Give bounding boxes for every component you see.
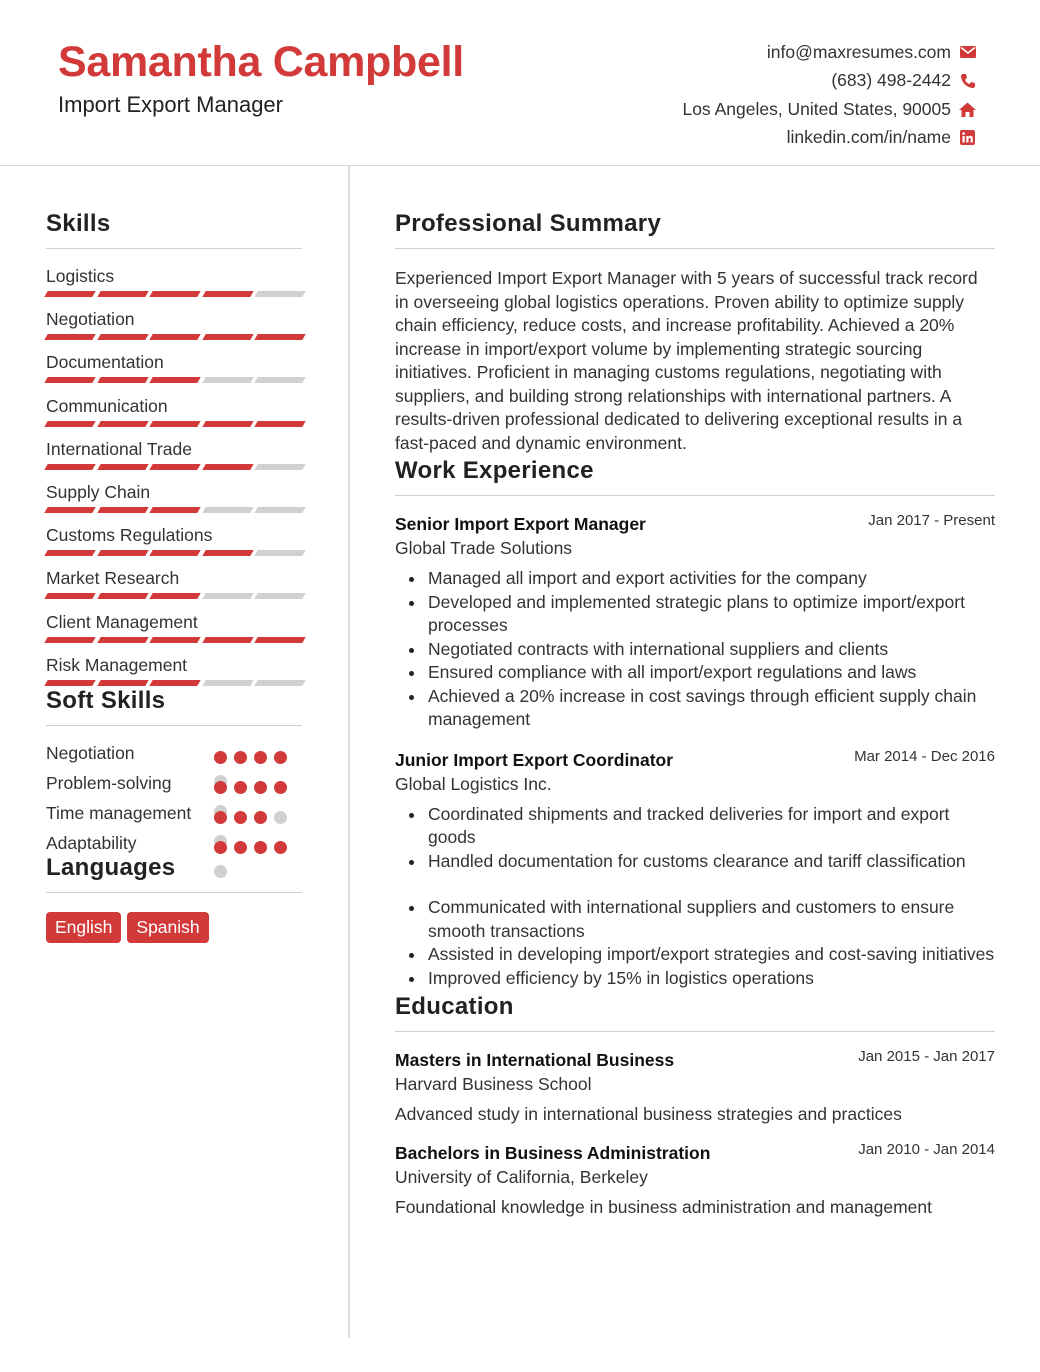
- phone-icon: [959, 72, 976, 89]
- contact-email-text: info@maxresumes.com: [766, 41, 951, 62]
- skill-item: [46, 646, 302, 689]
- job-title: Junior Import Export Coordinator: [395, 749, 674, 770]
- skill-level-bar: [46, 507, 304, 513]
- soft-skill-name: Problem-solving: [46, 772, 172, 793]
- education-school: University of California, Berkeley: [395, 1167, 648, 1187]
- skill-level-segment-filled: [97, 464, 148, 470]
- skill-level-segment-empty: [255, 377, 306, 383]
- skill-level-segment-filled: [44, 334, 95, 340]
- rating-dot-filled: [254, 841, 267, 854]
- education-description: Advanced study in international business strategies and practices: [395, 1104, 902, 1124]
- education-entry: [395, 1143, 995, 1218]
- skill-level-segment-filled: [149, 291, 200, 297]
- candidate-title: Import Export Manager: [58, 92, 283, 117]
- skill-level-segment-filled: [202, 334, 253, 340]
- contact-email[interactable]: [682, 38, 976, 67]
- job-bullet: Managed all import and export activities for the company: [395, 567, 995, 591]
- skill-level-segment-empty: [202, 680, 253, 686]
- skill-level-bar: [46, 637, 304, 643]
- education-rule: [395, 1031, 995, 1032]
- soft-skill-name: Adaptability: [46, 832, 137, 853]
- skill-level-segment-filled: [149, 637, 200, 643]
- skill-level-bar: [46, 421, 304, 427]
- skill-level-segment-filled: [202, 464, 253, 470]
- right-column: [395, 210, 995, 1218]
- soft-skill-name: Time management: [46, 802, 192, 823]
- envelope-icon: [959, 44, 976, 61]
- skill-level-bar: [46, 550, 304, 556]
- skill-level-bar: [46, 291, 304, 297]
- skill-level-segment-filled: [149, 421, 200, 427]
- skill-level-segment-filled: [44, 593, 95, 599]
- linkedin-icon: [959, 129, 976, 146]
- language-tag: Spanish: [127, 912, 208, 943]
- home-icon: [959, 101, 976, 118]
- soft-skill-item: [46, 732, 302, 762]
- soft-skills-heading: Soft Skills: [46, 686, 166, 714]
- skill-level-segment-filled: [149, 334, 200, 340]
- job-bullets: [395, 567, 995, 732]
- skill-level-segment-filled: [97, 377, 148, 383]
- skill-item: [46, 516, 302, 559]
- summary-text: Experienced Import Export Manager with 5 years of successful track record in overseeing global logistics operations. Proven ability to optimize supply chain efficiency, reduce costs, and increase profitability. Achieved a 20% increase in import/export volume by implementing strategic sourcing initiatives. Proficient in managing customs regulations, negotiating with suppliers, and building strong relationships with international partners. A results-driven professional dedicated to delivering exceptional results in a fast-paced and dynamic environment.: [395, 268, 978, 453]
- rating-dot-filled: [274, 841, 287, 854]
- resume-header: [0, 0, 1040, 166]
- skill-level-segment-empty: [202, 507, 253, 513]
- skill-level-segment-empty: [255, 291, 306, 297]
- contact-list: [682, 38, 976, 152]
- skill-level-segment-filled: [149, 680, 200, 686]
- skill-level-segment-filled: [44, 464, 95, 470]
- skills-list: [46, 257, 302, 689]
- job-bullet: Achieved a 20% increase in cost savings through efficient supply chain management: [395, 685, 995, 732]
- education-date: Jan 2010 - Jan 2014: [858, 1141, 995, 1158]
- skill-level-segment-filled: [97, 291, 148, 297]
- skill-level-segment-filled: [44, 291, 95, 297]
- skill-level-segment-empty: [255, 593, 306, 599]
- skill-level-segment-filled: [97, 593, 148, 599]
- skill-name: Documentation: [46, 352, 164, 373]
- skill-level-segment-empty: [202, 593, 253, 599]
- skill-name: Market Research: [46, 568, 180, 589]
- skill-level-bar: [46, 680, 304, 686]
- job-bullet: Coordinated shipments and tracked deliveries for import and export goods: [395, 803, 995, 850]
- skill-level-segment-filled: [97, 334, 148, 340]
- left-column: [46, 210, 302, 943]
- languages-heading: Languages: [46, 853, 176, 881]
- skill-item: [46, 300, 302, 343]
- skill-level-segment-filled: [97, 421, 148, 427]
- skill-level-segment-filled: [202, 291, 253, 297]
- skill-level-segment-filled: [44, 637, 95, 643]
- contact-linkedin[interactable]: [682, 124, 976, 153]
- education-school: Harvard Business School: [395, 1074, 592, 1094]
- contact-address-text: Los Angeles, United States, 90005: [682, 98, 951, 119]
- skill-level-bar: [46, 334, 304, 340]
- soft-skill-item: [46, 792, 302, 822]
- skill-level-segment-filled: [202, 550, 253, 556]
- job-entry: [395, 747, 995, 991]
- skill-name: Supply Chain: [46, 481, 151, 502]
- soft-skills-list: [46, 732, 302, 852]
- education-list: [395, 1050, 995, 1218]
- contact-address: [682, 95, 976, 124]
- skill-level-segment-filled: [202, 421, 253, 427]
- skill-item: [46, 559, 302, 602]
- skill-name: Negotiation: [46, 309, 135, 330]
- language-tag: English: [46, 912, 121, 943]
- skill-item: [46, 430, 302, 473]
- skill-level-segment-filled: [149, 507, 200, 513]
- job-bullets: [395, 803, 995, 991]
- job-company: Global Logistics Inc.: [395, 773, 552, 794]
- skill-level-segment-filled: [44, 550, 95, 556]
- skill-level-segment-filled: [44, 377, 95, 383]
- column-divider: [348, 166, 350, 1338]
- education-heading: Education: [395, 993, 514, 1020]
- skill-level-segment-filled: [44, 680, 95, 686]
- job-entry: [395, 514, 995, 732]
- job-title: Senior Import Export Manager: [395, 514, 646, 534]
- skill-level-segment-filled: [44, 421, 95, 427]
- skill-level-segment-filled: [97, 507, 148, 513]
- skill-name: Communication: [46, 395, 168, 416]
- skill-level-segment-filled: [255, 421, 306, 427]
- rating-dot-empty: [214, 865, 227, 878]
- skill-level-segment-filled: [255, 334, 306, 340]
- skill-item: [46, 343, 302, 386]
- skill-name: Customs Regulations: [46, 525, 213, 546]
- job-bullet: Communicated with international suppliers and customers to ensure smooth transactions: [395, 896, 995, 943]
- job-bullet: Assisted in developing import/export strategies and cost-saving initiatives: [395, 943, 995, 967]
- candidate-name: Samantha Campbell: [58, 38, 464, 86]
- skill-level-segment-filled: [149, 550, 200, 556]
- skill-name: Client Management: [46, 611, 198, 632]
- soft-skills-rule: [46, 725, 302, 726]
- skill-name: Risk Management: [46, 654, 188, 675]
- skill-level-segment-empty: [255, 507, 306, 513]
- skill-name: Logistics: [46, 266, 115, 286]
- education-degree: Bachelors in Business Administration: [395, 1143, 711, 1163]
- soft-skill-item: [46, 762, 302, 792]
- summary-rule: [395, 248, 995, 249]
- skill-level-segment-empty: [255, 550, 306, 556]
- skill-level-segment-filled: [44, 507, 95, 513]
- skill-level-segment-filled: [149, 464, 200, 470]
- job-bullet: Improved efficiency by 15% in logistics operations: [395, 967, 995, 991]
- job-bullet: Negotiated contracts with international suppliers and clients: [395, 638, 995, 662]
- skills-rule: [46, 248, 302, 249]
- soft-skill-item: [46, 822, 302, 852]
- skill-level-bar: [46, 377, 304, 383]
- skill-level-segment-filled: [97, 680, 148, 686]
- education-degree: Masters in International Business: [395, 1050, 675, 1070]
- languages-rule: [46, 892, 302, 893]
- experience-heading: Work Experience: [395, 457, 594, 484]
- skill-level-segment-filled: [149, 593, 200, 599]
- skill-item: [46, 473, 302, 516]
- rating-dot-filled: [214, 841, 227, 854]
- summary-heading: Professional Summary: [395, 210, 662, 237]
- education-description: Foundational knowledge in business administration and management: [395, 1197, 933, 1217]
- soft-skill-name: Negotiation: [46, 742, 135, 763]
- skill-level-bar: [46, 593, 304, 599]
- experience-rule: [395, 495, 995, 496]
- skills-heading: Skills: [46, 210, 111, 237]
- contact-phone[interactable]: [682, 67, 976, 96]
- job-bullet: Handled documentation for customs clearance and tariff classification: [395, 850, 995, 874]
- skill-level-segment-filled: [97, 550, 148, 556]
- skill-item: [46, 257, 302, 300]
- skill-item: [46, 603, 302, 646]
- contact-phone-text: (683) 498-2442: [831, 70, 951, 91]
- skill-level-segment-filled: [97, 637, 148, 643]
- skill-level-segment-filled: [202, 637, 253, 643]
- skill-level-bar: [46, 464, 304, 470]
- job-company: Global Trade Solutions: [395, 538, 573, 558]
- job-date: Mar 2014 - Dec 2016: [854, 747, 995, 765]
- skill-item: [46, 387, 302, 430]
- skill-level-segment-empty: [202, 377, 253, 383]
- languages-list: [46, 912, 302, 943]
- contact-linkedin-text: linkedin.com/in/name: [786, 127, 951, 148]
- skill-name: International Trade: [46, 438, 192, 459]
- job-bullet: Developed and implemented strategic plans to optimize import/export processes: [395, 591, 995, 638]
- education-date: Jan 2015 - Jan 2017: [858, 1048, 995, 1065]
- experience-list: [395, 514, 995, 990]
- skill-level-segment-filled: [255, 637, 306, 643]
- skill-level-segment-filled: [149, 377, 200, 383]
- job-bullet: Ensured compliance with all import/export regulations and laws: [395, 661, 995, 685]
- skill-level-segment-empty: [255, 464, 306, 470]
- skill-level-segment-empty: [255, 680, 306, 686]
- rating-dot-filled: [234, 841, 247, 854]
- job-date: Jan 2017 - Present: [868, 512, 995, 529]
- education-entry: [395, 1050, 995, 1125]
